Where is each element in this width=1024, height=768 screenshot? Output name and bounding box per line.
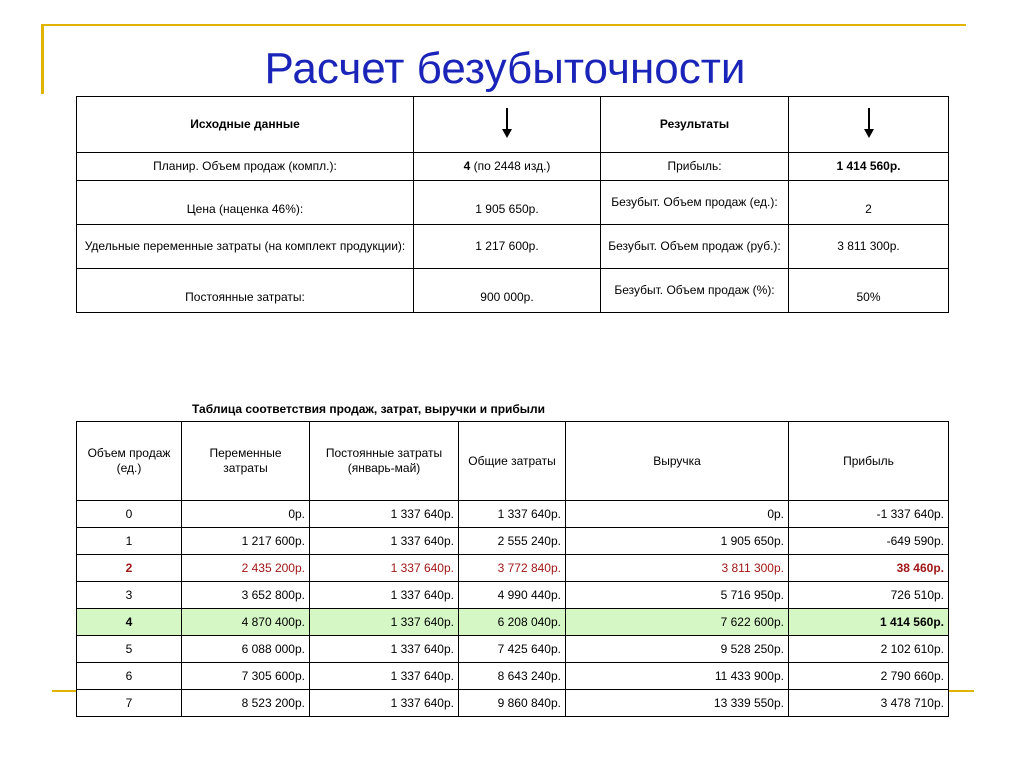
result-label: Безубыт. Объем продаж (ед.): <box>601 181 789 225</box>
cell-total-costs: 7 425 640р. <box>459 636 566 663</box>
cell-total-costs: 2 555 240р. <box>459 528 566 555</box>
page-title: Расчет безубыточности <box>264 44 746 93</box>
summary-value: 1 905 650р. <box>414 181 601 225</box>
cell-variable-costs: 1 217 600р. <box>182 528 310 555</box>
arrow-down-icon <box>414 97 601 153</box>
summary-label: Постоянные затраты: <box>77 269 414 313</box>
cell-variable-costs: 8 523 200р. <box>182 690 310 717</box>
table-row <box>77 528 949 555</box>
cell-fixed-costs: 1 337 640р. <box>310 663 459 690</box>
header-results: Результаты <box>601 97 789 153</box>
header-initial-data: Исходные данные <box>77 97 414 153</box>
table-header-row <box>77 422 949 501</box>
summary-label: Планир. Объем продаж (компл.): <box>77 153 414 181</box>
cell-profit: -1 337 640р. <box>789 501 949 528</box>
table-row <box>77 501 949 528</box>
cell-profit: 3 478 710р. <box>789 690 949 717</box>
cell-volume: 3 <box>77 582 182 609</box>
cell-fixed-costs: 1 337 640р. <box>310 501 459 528</box>
breakeven-table <box>76 421 949 717</box>
cell-volume: 2 <box>77 555 182 582</box>
cell-fixed-costs: 1 337 640р. <box>310 609 459 636</box>
decorative-top-line <box>42 24 966 26</box>
summary-value-rest: (по 2448 изд.) <box>470 159 551 173</box>
result-label: Безубыт. Объем продаж (%): <box>601 269 789 313</box>
col-header-revenue: Выручка <box>566 422 789 501</box>
summary-label: Цена (наценка 46%): <box>77 181 414 225</box>
cell-revenue: 9 528 250р. <box>566 636 789 663</box>
summary-row <box>77 153 949 181</box>
cell-variable-costs: 6 088 000р. <box>182 636 310 663</box>
cell-volume: 1 <box>77 528 182 555</box>
cell-revenue: 13 339 550р. <box>566 690 789 717</box>
result-label: Безубыт. Объем продаж (руб.): <box>601 225 789 269</box>
summary-value: 1 217 600р. <box>414 225 601 269</box>
result-label: Прибыль: <box>601 153 789 181</box>
cell-revenue: 0р. <box>566 501 789 528</box>
cell-fixed-costs: 1 337 640р. <box>310 636 459 663</box>
cell-total-costs: 9 860 840р. <box>459 690 566 717</box>
summary-row <box>77 225 949 269</box>
table-row <box>77 582 949 609</box>
cell-fixed-costs: 1 337 640р. <box>310 528 459 555</box>
arrow-down-icon <box>789 97 949 153</box>
table-row-planned <box>77 609 949 636</box>
summary-value <box>414 153 601 181</box>
summary-row <box>77 181 949 225</box>
result-value: 3 811 300р. <box>789 225 949 269</box>
table-row-breakeven <box>77 555 949 582</box>
cell-variable-costs: 4 870 400р. <box>182 609 310 636</box>
cell-revenue: 7 622 600р. <box>566 609 789 636</box>
summary-label: Удельные переменные затраты (на комплект продукции): <box>77 225 414 269</box>
cell-profit: 726 510р. <box>789 582 949 609</box>
summary-row <box>77 269 949 313</box>
cell-revenue: 11 433 900р. <box>566 663 789 690</box>
cell-profit: 2 790 660р. <box>789 663 949 690</box>
table-row <box>77 690 949 717</box>
cell-total-costs: 8 643 240р. <box>459 663 566 690</box>
result-value: 2 <box>789 181 949 225</box>
cell-fixed-costs: 1 337 640р. <box>310 582 459 609</box>
cell-variable-costs: 0р. <box>182 501 310 528</box>
cell-variable-costs: 2 435 200р. <box>182 555 310 582</box>
table-row <box>77 636 949 663</box>
cell-volume: 7 <box>77 690 182 717</box>
summary-value-bold: 4 <box>463 159 471 173</box>
cell-total-costs: 4 990 440р. <box>459 582 566 609</box>
summary-table <box>76 96 949 313</box>
cell-fixed-costs: 1 337 640р. <box>310 555 459 582</box>
cell-total-costs: 3 772 840р. <box>459 555 566 582</box>
result-value: 1 414 560р. <box>789 153 949 181</box>
cell-revenue: 1 905 650р. <box>566 528 789 555</box>
cell-revenue: 3 811 300р. <box>566 555 789 582</box>
cell-revenue: 5 716 950р. <box>566 582 789 609</box>
cell-profit: -649 590р. <box>789 528 949 555</box>
cell-profit: 1 414 560р. <box>789 609 949 636</box>
cell-total-costs: 1 337 640р. <box>459 501 566 528</box>
table-caption: Таблица соответствия продаж, затрат, выручки и прибыли <box>192 402 546 416</box>
cell-variable-costs: 3 652 800р. <box>182 582 310 609</box>
cell-variable-costs: 7 305 600р. <box>182 663 310 690</box>
col-header-fixed-costs: Постоянные затраты (январь-май) <box>310 422 459 501</box>
col-header-variable-costs: Переменные затраты <box>182 422 310 501</box>
cell-total-costs: 6 208 040р. <box>459 609 566 636</box>
cell-volume: 4 <box>77 609 182 636</box>
cell-profit: 38 460р. <box>789 555 949 582</box>
cell-profit: 2 102 610р. <box>789 636 949 663</box>
summary-value: 900 000р. <box>414 269 601 313</box>
result-value: 50% <box>789 269 949 313</box>
summary-header-row <box>77 97 949 153</box>
cell-volume: 6 <box>77 663 182 690</box>
col-header-volume: Объем продаж (ед.) <box>77 422 182 501</box>
col-header-profit: Прибыль <box>789 422 949 501</box>
cell-fixed-costs: 1 337 640р. <box>310 690 459 717</box>
cell-volume: 5 <box>77 636 182 663</box>
cell-volume: 0 <box>77 501 182 528</box>
table-row <box>77 663 949 690</box>
col-header-total-costs: Общие затраты <box>459 422 566 501</box>
